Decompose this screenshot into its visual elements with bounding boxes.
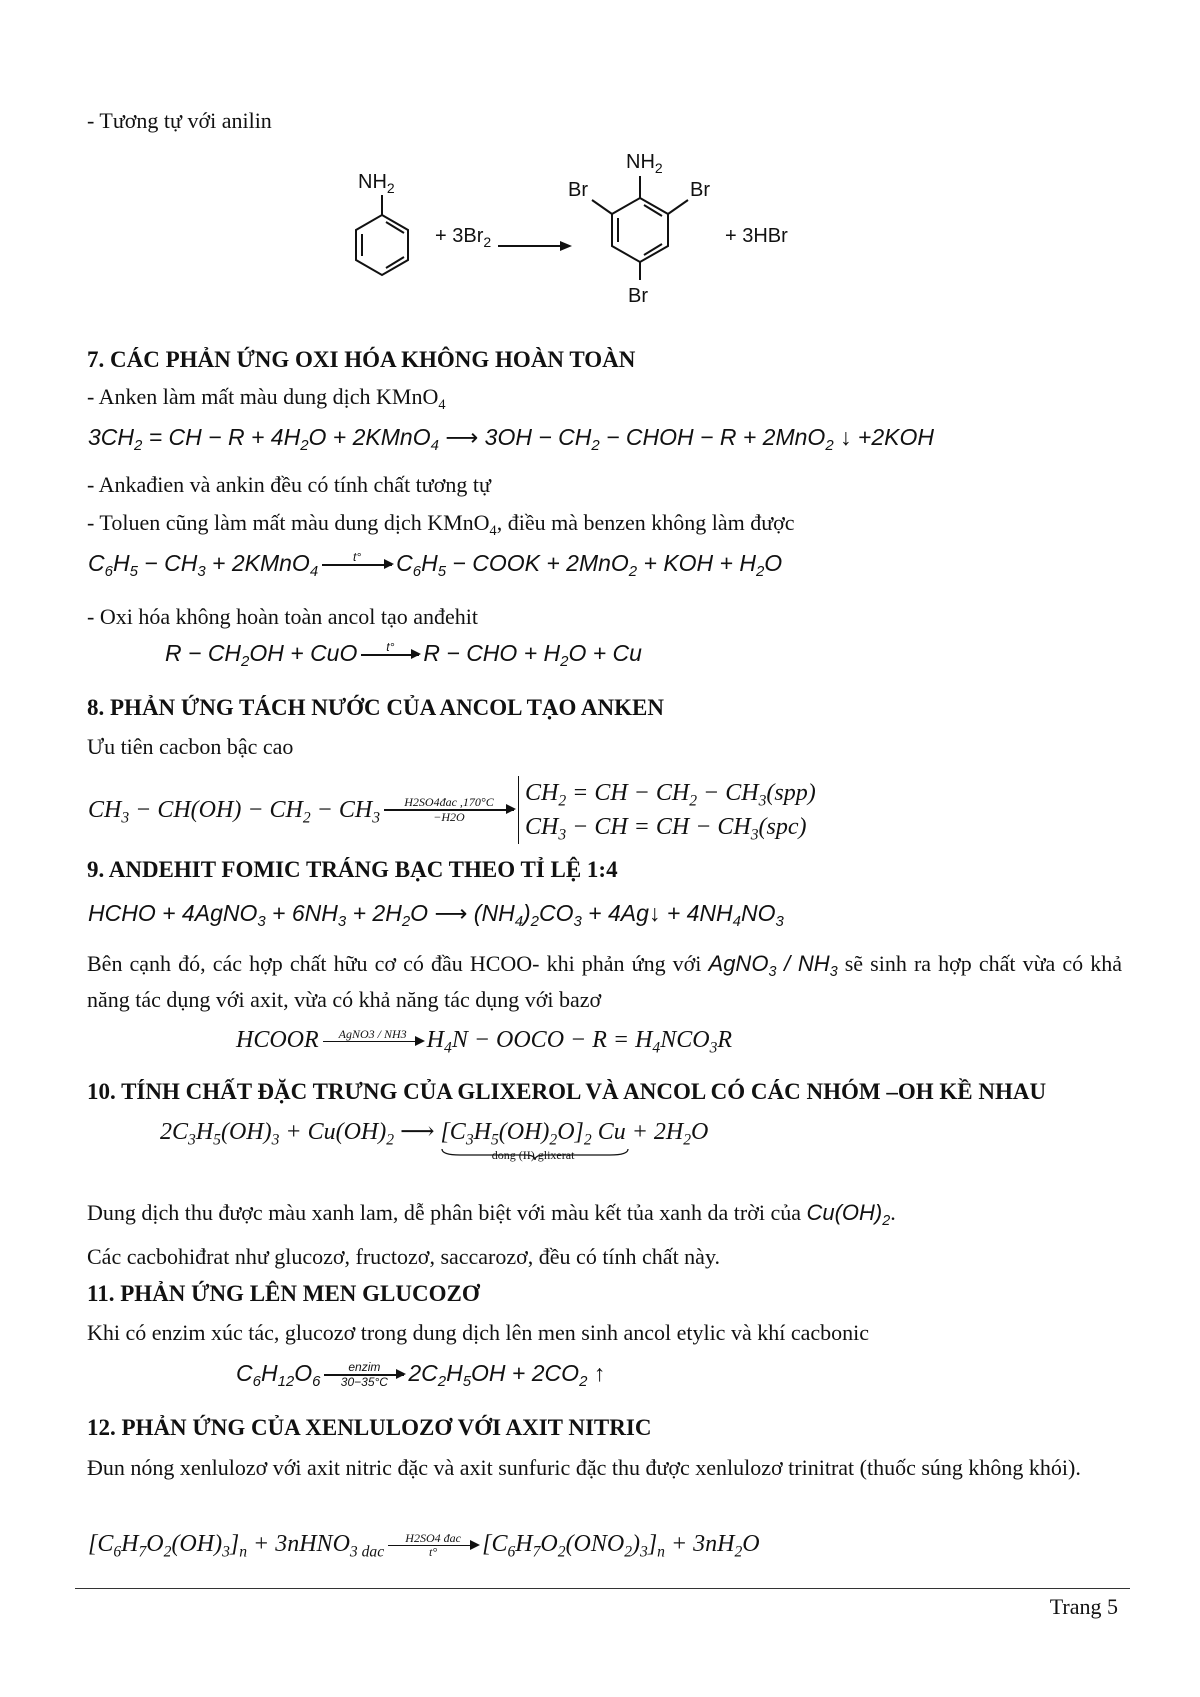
footer-divider — [75, 1588, 1130, 1589]
reagent-label: + $3Br_2$ — [435, 225, 492, 250]
s7-line-3: - Toluen cũng làm mất màu dung dịch KMnO$_4$, điều mà benzen không làm được — [87, 510, 795, 539]
section-8-title: 8. PHẢN ỨNG TÁCH NƯỚC CỦA ANCOL TẠO ANKEN — [87, 695, 664, 720]
equation-cellulose-nitration: $[C_6H_7O_2(OH)_3]_n$ + 3nHNO$_{3 dac}$ H2SO4 đac t° $[C_6H_7O_2(ONO_2)_3]_n + 3nH_2O$ — [88, 1530, 760, 1561]
equation-alcohol-oxidation: $R - CH_2OH$ + CuO t° R − CHO + $H_2O + Cu$ — [165, 640, 642, 671]
equation-hcoor: HCOOR AgNO3 / NH3 $H_4N$ − OOCO − $R = H_4NCO_3R$ — [236, 1026, 733, 1057]
s9-paragraph: Bên cạnh đó, các hợp chất hữu cơ có đầu HCOO- khi phản ứng với AgNO$_3$ / $NH_3$ sẽ sinh ra hợp chất vừa có khả năng tác dụng với axit, vừa có khả năng tác dụng với bazơ — [87, 951, 1122, 1012]
br-right-label: Br — [690, 179, 710, 201]
equation-anken-kmno4: $3CH_2$ = CH − $R + 4H_2O$ + 2KMnO$_4$ ⟶ $3OH - CH_2$ − CHOH − R + 2MnO$_2$ ↓ +2KOH — [88, 424, 934, 455]
section-11-title: 11. PHẢN ỨNG LÊN MEN GLUCOZƠ — [87, 1281, 480, 1306]
equation-glycerol-copper: $2C_3H_5(OH)_3 + Cu(OH)_2$ ⟶ $[C_3H_5(OH)_2O]_2$ Cu dong (II) glixerat + $2H_2O$ — [160, 1119, 709, 1162]
section-10-title: 10. TÍNH CHẤT ĐẶC TRƯNG CỦA GLIXEROL VÀ ANCOL CÓ CÁC NHÓM –OH KỀ NHAU — [87, 1079, 1047, 1104]
aniline-intro: - Tương tự với anilin — [87, 108, 272, 133]
reactant-nh2-label: $NH_2$ — [358, 171, 395, 196]
benzene-ring-product — [612, 198, 668, 262]
equation-toluene-oxidation: $C_6H_5 - CH_3$ + 2KMnO$_4$ t° $C_6H_5$ − COOK + 2MnO$_2$ + KOH + $H_2O$ — [88, 550, 783, 581]
s10-paragraph-1: Dung dịch thu được màu xanh lam, dễ phân biệt với màu kết tủa xanh da trời của $Cu(OH)_2$. — [87, 1200, 896, 1229]
section-12-title: 12. PHẢN ỨNG CỦA XENLULOZƠ VỚI AXIT NITRIC — [87, 1415, 652, 1440]
page-number: Trang 5 — [1049, 1594, 1118, 1619]
s7-line-4: - Oxi hóa không hoàn toàn ancol tạo anđehit — [87, 604, 479, 629]
benzene-ring-reactant — [356, 215, 408, 275]
reaction-arrow-head — [560, 241, 572, 251]
s7-line-2: - Ankađien và ankin đều có tính chất tương tự — [87, 472, 491, 497]
s7-line-1: - Anken làm mất màu dung dịch KMnO$_4$ — [87, 384, 446, 413]
br-left-label: Br — [568, 179, 588, 201]
s8-line-1: Ưu tiên cacbon bậc cao — [87, 734, 294, 759]
dehydration-products: $CH_2$ = CH − $CH_2 - CH_3(spp)$ $CH_3$ − CH = CH − $CH_3(spc)$ — [518, 776, 816, 844]
s12-paragraph: Đun nóng xenlulozơ với axit nitric đặc và axit sunfuric đặc thu được xenlulozơ trinitrat (thuốc súng không khói). — [87, 1455, 1081, 1480]
aniline-bromination-diagram — [340, 150, 880, 330]
section-9-title: 9. ANDEHIT FOMIC TRÁNG BẠC THEO TỈ LỆ 1:4 — [87, 857, 618, 882]
s11-line-1: Khi có enzim xúc tác, glucozơ trong dung dịch lên men sinh ancol etylic và khí cacbonic — [87, 1320, 869, 1345]
equation-glucose-fermentation: $C_6H_{12}O_6$ enzim 30−35°C $2C_2H_5OH + 2CO_2$ ↑ — [236, 1360, 606, 1391]
equation-formaldehyde-silver: HCHO + 4AgNO$_3$ + $6NH_3 + 2H_2O$ ⟶ $(NH_4)_2CO_3$ + 4Ag↓ + $4NH_4NO_3$ — [88, 900, 784, 931]
s10-paragraph-2: Các cacbohiđrat như glucozơ, fructozơ, saccarozơ, đều có tính chất này. — [87, 1244, 721, 1269]
section-7-title: 7. CÁC PHẢN ỨNG OXI HÓA KHÔNG HOÀN TOÀN — [87, 347, 636, 372]
product-nh2-label: $NH_2$ — [626, 151, 663, 176]
byproduct-label: + 3HBr — [725, 225, 788, 247]
copper-glycerate-underbrace: $[C_3H_5(OH)_2O]_2$ Cu dong (II) glixerat — [440, 1118, 625, 1147]
equation-dehydration: $CH_3 - CH(OH) - CH_2 - CH_3$ H2SO4đac ,170°C −H2O $CH_2$ = CH − $CH_2 - CH_3(spp)$ $CH_3$ − CH = CH − $CH_3(spc)$ — [88, 776, 816, 844]
br-bottom-label: Br — [628, 285, 648, 307]
